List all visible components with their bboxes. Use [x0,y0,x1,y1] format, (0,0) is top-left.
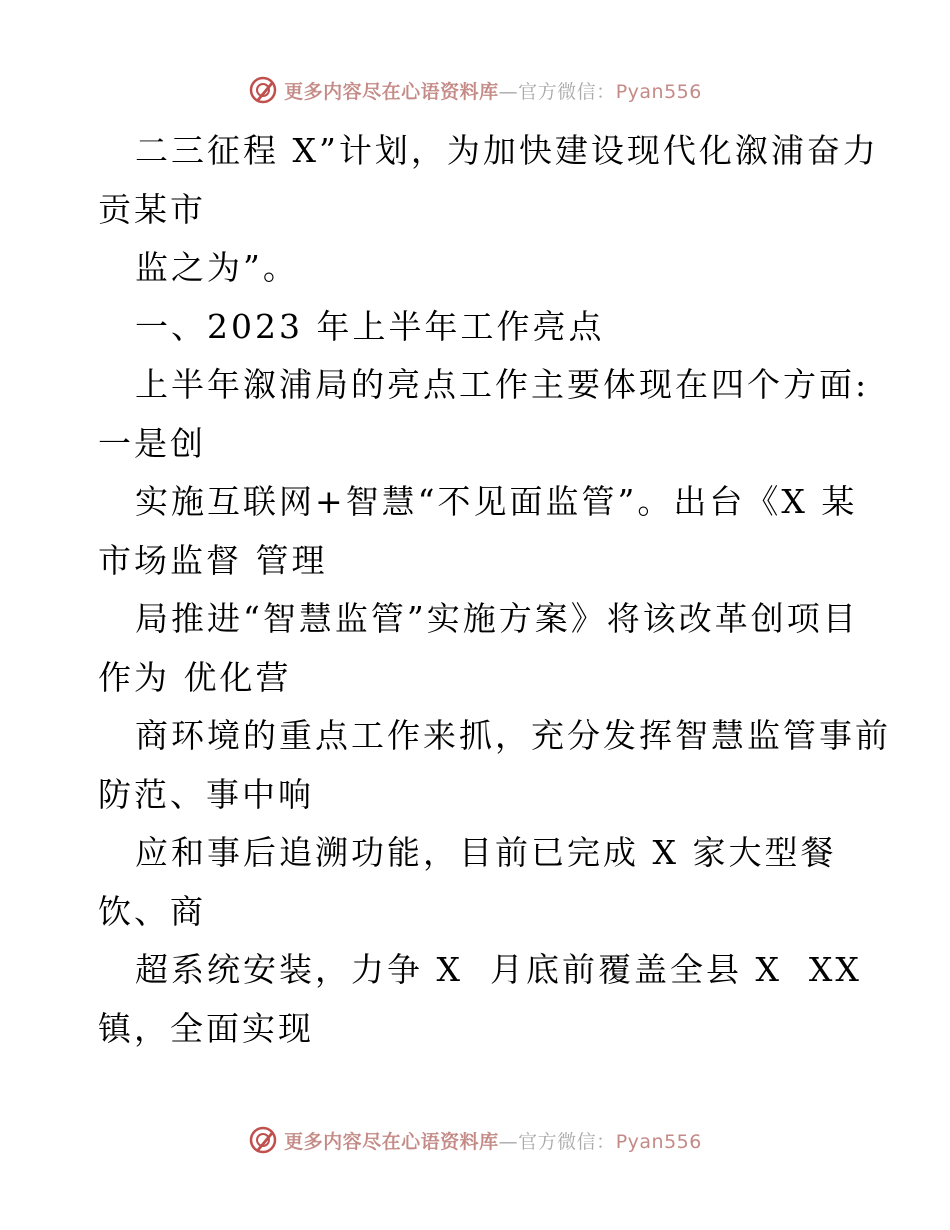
text-line: 市场监督 管理 [98,540,328,580]
watermark-brand: 更多内容尽在心语资料库 [284,80,499,103]
watermark-text [284,1127,702,1154]
footer-watermark [0,1122,950,1158]
text-line: 超系统安装，力争 X 月底前覆盖全县 X XX [135,950,862,989]
text-line: 商环境的重点工作来抓，充分发挥智慧监管事前 [135,716,891,755]
text-line: 局推进“智慧监管”实施方案》将该改革创项目 [135,599,859,638]
watermark-separator: — [498,80,519,103]
watermark-label: 官方微信： [518,80,616,103]
text-line: 实施互联网+智慧“不见面监管”。出台《X 某 [135,482,858,521]
watermark-id: Pyan556 [615,1130,702,1153]
text-line: 饮、商 [98,891,206,931]
text-line: 上半年溆浦局的亮点工作主要体现在四个方面: [135,365,870,404]
watermark-label: 官方微信： [518,1130,616,1153]
text-line: 防范、事中响 [98,774,314,814]
text-line: 作为 优化营 [98,657,292,697]
text-line: 镇，全面实现 [98,1008,314,1048]
document-body [98,122,891,1058]
pen-logo-icon [248,75,278,105]
watermark-id: Pyan556 [615,80,702,103]
pen-logo-icon [248,1125,278,1155]
text-line: 贡某市 [98,189,206,229]
text-line: 一是创 [98,423,206,463]
header-watermark [0,72,950,108]
text-line: 应和事后追溯功能，目前已完成 X 家大型餐 [135,833,837,872]
text-line: 二三征程 X”计划，为加快建设现代化溆浦奋力 [135,131,879,170]
watermark-brand: 更多内容尽在心语资料库 [284,1130,499,1153]
watermark-separator: — [498,1130,519,1153]
section-heading: 一、2023 年上半年工作亮点 [135,306,605,346]
text-line: 监之为”。 [135,248,299,287]
watermark-text [284,77,702,104]
